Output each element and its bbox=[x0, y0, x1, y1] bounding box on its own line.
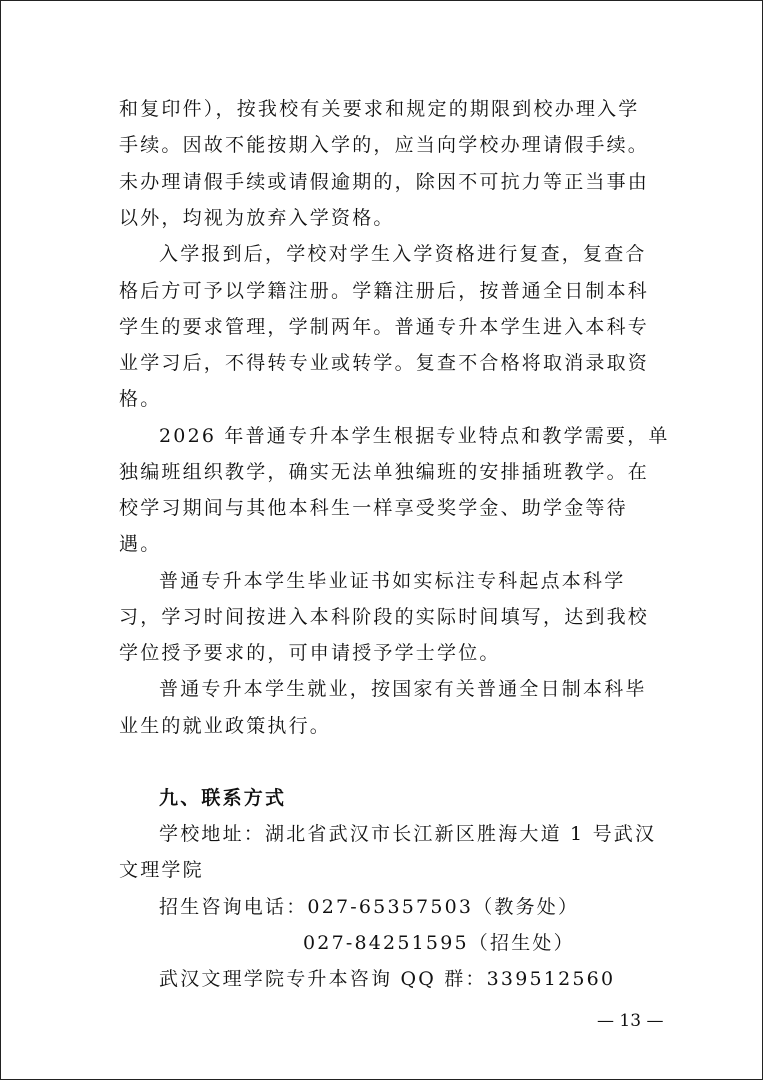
contact-phone-2: 027-84251595（招生处） bbox=[303, 932, 575, 954]
body-line: 遇。 bbox=[119, 533, 162, 555]
contact-address-cont: 文理学院 bbox=[119, 859, 204, 881]
body-line: 入学报到后，学校对学生入学资格进行复查，复查合 bbox=[159, 243, 647, 265]
body-line: 独编班组织教学，确实无法单独编班的安排插班教学。在 bbox=[119, 461, 650, 483]
body-line: 格。 bbox=[119, 388, 162, 410]
body-line: 业学习后，不得转专业或转学。复查不合格将取消录取资 bbox=[119, 352, 650, 374]
body-line: 普通专升本学生就业，按国家有关普通全日制本科毕 bbox=[159, 678, 647, 700]
page-number: — 13 — bbox=[597, 1011, 664, 1031]
contact-qq-group: 武汉文理学院专升本咨询 QQ 群：339512560 bbox=[159, 968, 616, 990]
body-line: 普通专升本学生毕业证书如实标注专科起点本科学 bbox=[159, 570, 626, 592]
body-line: 格后方可予以学籍注册。学籍注册后，按普通全日制本科 bbox=[119, 280, 650, 302]
body-line: 未办理请假手续或请假逾期的，除因不可抗力等正当事由 bbox=[119, 171, 650, 193]
body-line: 2026 年普通专升本学生根据专业特点和教学需要，单 bbox=[159, 425, 670, 447]
body-line: 学生的要求管理，学制两年。普通专升本学生进入本科专 bbox=[119, 316, 650, 338]
contact-address: 学校地址：湖北省武汉市长江新区胜海大道 1 号武汉 bbox=[159, 823, 657, 845]
body-line: 和复印件），按我校有关要求和规定的期限到校办理入学 bbox=[119, 98, 640, 120]
body-line: 以外，均视为放弃入学资格。 bbox=[119, 207, 395, 229]
section-heading: 九、联系方式 bbox=[159, 787, 287, 809]
body-line: 手续。因故不能按期入学的，应当向学校办理请假手续。 bbox=[119, 134, 650, 156]
body-line: 校学习期间与其他本科生一样享受奖学金、助学金等待 bbox=[119, 497, 628, 519]
contact-phone: 招生咨询电话：027-65357503（教务处） bbox=[159, 896, 580, 918]
body-line: 学位授予要求的，可申请授予学士学位。 bbox=[119, 642, 501, 664]
body-line: 习，学习时间按进入本科阶段的实际时间填写，达到我校 bbox=[119, 606, 650, 628]
body-line: 业生的就业政策执行。 bbox=[119, 715, 332, 737]
